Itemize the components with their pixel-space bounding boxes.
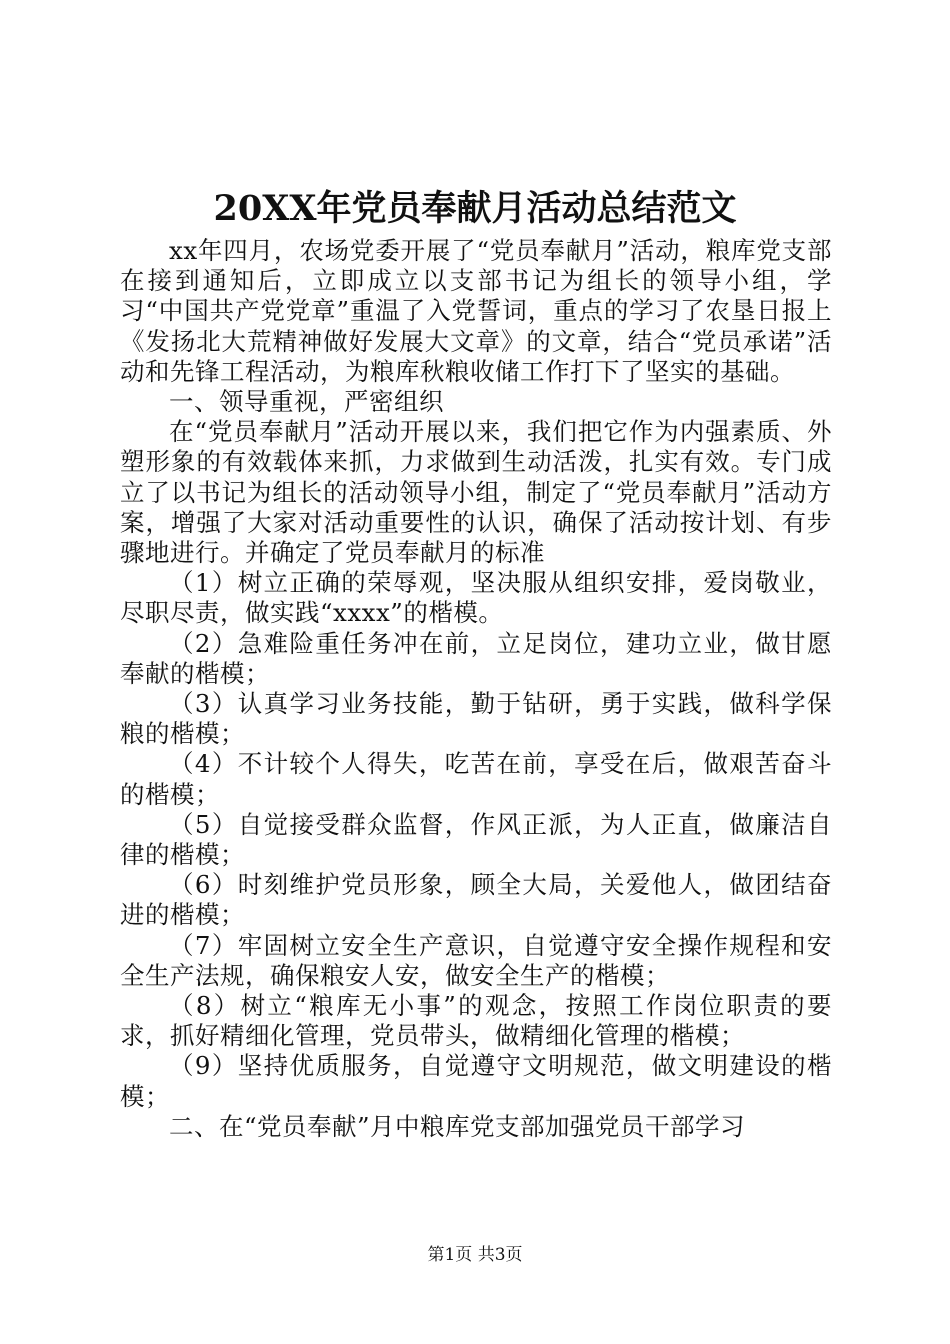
document-title: 20XX年党员奉献月活动总结范文 <box>213 188 737 229</box>
standard-item-7: （7）牢固树立安全生产意识，自觉遵守安全操作规程和安全生产法规，确保粮安人安，做安全生产的楷模； <box>120 930 832 990</box>
standard-item-3: （3）认真学习业务技能，勤于钻研，勇于实践，做科学保粮的楷模； <box>120 689 832 749</box>
section-heading-1: 一、领导重视，严密组织 <box>169 387 444 417</box>
standard-item-1: （1）树立正确的荣辱观，坚决服从组织安排，爱岗敬业，尽职尽责，做实践“xxxx”的楷模。 <box>120 568 832 628</box>
paragraph-section-1: 在“党员奉献月”活动开展以来，我们把它作为内强素质、外塑形象的有效载体来抓，力求做到生动活泼，扎实有效。专门成立了以书记为组长的活动领导小组，制定了“党员奉献月”活动方案，增强了大家对活动重要性的认识，确保了活动按计划、有步骤地进行。并确定了党员奉献月的标准 <box>120 417 832 568</box>
standard-item-9: （9）坚持优质服务，自觉遵守文明规范，做文明建设的楷模； <box>120 1051 832 1111</box>
standard-item-5: （5）自觉接受群众监督，作风正派，为人正直，做廉洁自律的楷模； <box>120 809 832 870</box>
standard-item-2: （2）急难险重任务冲在前，立足岗位，建功立业，做甘愿奉献的楷模； <box>120 628 832 688</box>
standard-item-4: （4）不计较个人得失，吃苦在前，享受在后，做艰苦奋斗的楷模； <box>120 749 832 809</box>
standard-item-8: （8）树立“粮库无小事”的观念，按照工作岗位职责的要求，抓好精细化管理，党员带头，做精细化管理的楷模； <box>120 991 832 1051</box>
standard-item-6: （6）时刻维护党员形象，顾全大局，关爱他人，做团结奋进的楷模； <box>120 870 832 930</box>
page-footer: 第1页 共3页 <box>427 1245 523 1265</box>
section-heading-2: 二、在“党员奉献”月中粮库党支部加强党员干部学习 <box>169 1111 746 1141</box>
document-body <box>120 236 832 1142</box>
paragraph-intro: xx年四月，农场党委开展了“党员奉献月”活动，粮库党支部在接到通知后，立即成立以支部书记为组长的领导小组，学习“中国共产党党章”重温了入党誓词，重点的学习了农垦日报上《发扬北大荒精神做好发展大文章》的文章，结合“党员承诺”活动和先锋工程活动，为粮库秋粮收储工作打下了坚实的基础。 <box>120 236 832 386</box>
